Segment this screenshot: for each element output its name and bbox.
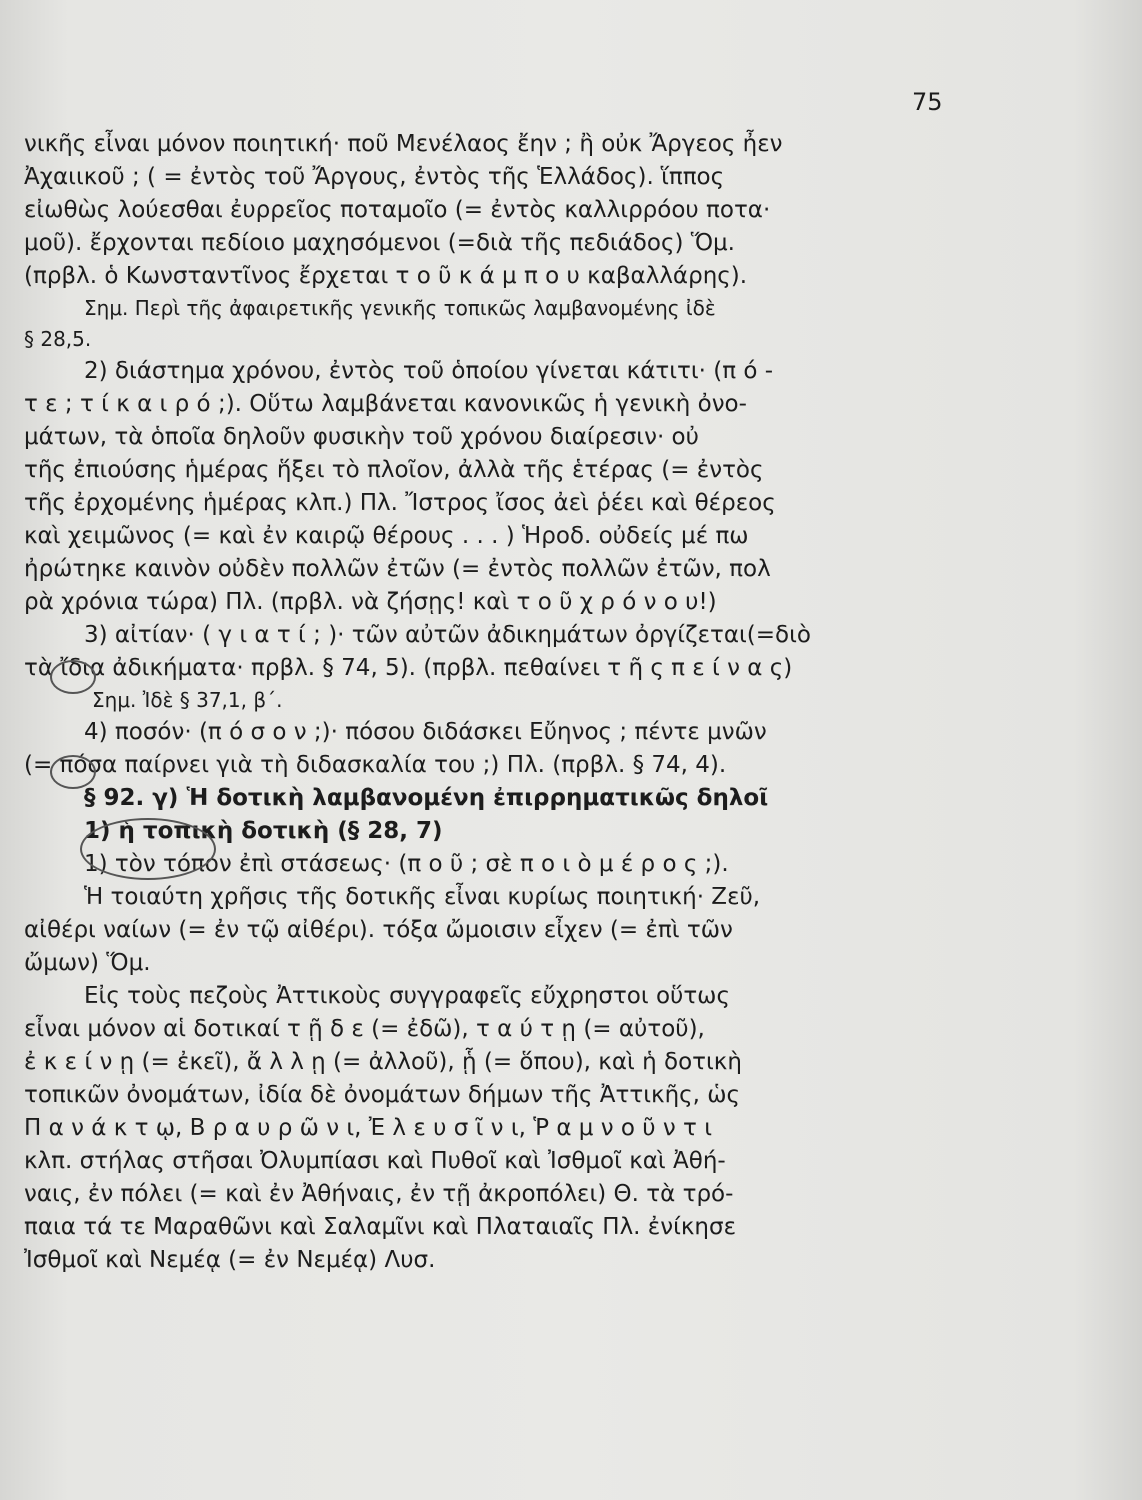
text-line: τοπικῶν ὀνομάτων, ἰδία δὲ ὀνομάτων δήμων τῆς Ἀττικῆς, ὡς bbox=[24, 1082, 741, 1108]
page-body bbox=[24, 128, 954, 1277]
text-line: (πρβλ. ὁ Κωνσταντῖνος ἔρχεται τ ο ῦ κ ά μ π ο υ καβαλλάρης). bbox=[24, 263, 748, 289]
text-line: μοῦ). ἔρχονται πεδίοιο μαχησόμενοι (=διὰ τῆς πεδιάδος) Ὅμ. bbox=[24, 230, 735, 256]
text-line: 4) ποσόν· (π ό σ ο ν ;)· πόσου διδάσκει Εὔηνος ; πέντε μνῶν bbox=[84, 719, 767, 745]
text-line: κλπ. στήλας στῆσαι Ὀλυμπίασι καὶ Πυθοῖ καὶ Ἰσθμοῖ καὶ Ἀθή- bbox=[24, 1148, 726, 1174]
text-line: καὶ χειμῶνος (= καὶ ἐν καιρῷ θέρους . . . ) Ἡροδ. οὐδείς μέ πω bbox=[24, 523, 749, 549]
text-line: § 92. γ) Ἡ δοτικὴ λαμβανομένη ἐπιρρηματικῶς δηλοῖ bbox=[84, 785, 769, 811]
text-line: Ἡ τοιαύτη χρῆσις τῆς δοτικῆς εἶναι κυρίως ποιητική· Ζεῦ, bbox=[84, 884, 761, 910]
text-line: 2) διάστημα χρόνου, ἐντὸς τοῦ ὁποίου γίνεται κάτιτι· (π ό - bbox=[84, 358, 774, 384]
page-number: 75 bbox=[912, 88, 943, 116]
text-line: μάτων, τὰ ὁποῖα δηλοῦν φυσικὴν τοῦ χρόνου διαίρεσιν· οὐ bbox=[24, 424, 699, 450]
text-line: νικῆς εἶναι μόνον ποιητική· ποῦ Μενέλαος ἔην ; ἢ οὐκ Ἄργεος ἦεν bbox=[24, 131, 783, 157]
text-line: 3) αἰτίαν· ( γ ι α τ ί ; )· τῶν αὐτῶν ἀδικημάτων ὀργίζεται(=διὸ bbox=[84, 622, 811, 648]
text-line: τὰ ἴδια ἀδικήματα· πρβλ. § 74, 5). (πρβλ. πεθαίνει τ ῆ ς π ε ί ν α ς) bbox=[24, 655, 793, 681]
text-line: ὤμων) Ὅμ. bbox=[24, 950, 151, 976]
text-line: τ ε ; τ ί κ α ι ρ ό ;). Οὕτω λαμβάνεται κανονικῶς ἡ γενικὴ ὀνο- bbox=[24, 391, 747, 417]
text-line: εἰωθὼς λούεσθαι ἐυρρεῖος ποταμοῖο (= ἐντὸς καλλιρρόου ποτα· bbox=[24, 197, 771, 223]
text-line: Ἰσθμοῖ καὶ Νεμέᾳ (= ἐν Νεμέᾳ) Λυσ. bbox=[24, 1247, 436, 1273]
text-line: § 28,5. bbox=[24, 327, 92, 351]
pen-circle-4 bbox=[50, 755, 96, 789]
text-line: (= πόσα παίρνει γιὰ τὴ διδασκαλία του ;) Πλ. (πρβλ. § 74, 4). bbox=[24, 752, 727, 778]
text-line: ἠρώτηκε καινὸν οὐδὲν πολλῶν ἐτῶν (= ἐντὸς πολλῶν ἐτῶν, πολ bbox=[24, 556, 771, 582]
text-line: τῆς ἐπιούσης ἡμέρας ἥξει τὸ πλοῖον, ἀλλὰ τῆς ἑτέρας (= ἐντὸς bbox=[24, 457, 764, 483]
text-line: ναις, ἐν πόλει (= καὶ ἐν Ἀθήναις, ἐν τῇ ἀκροπόλει) Θ. τὰ τρό- bbox=[24, 1181, 734, 1207]
pen-circle-92 bbox=[80, 818, 216, 880]
text-line: Σημ. Περὶ τῆς ἀφαιρετικῆς γενικῆς τοπικῶς λαμβανομένης ἰδὲ bbox=[84, 296, 716, 320]
pen-circle-3 bbox=[50, 660, 96, 694]
text-line: Σημ. Ἰδὲ § 37,1, β΄. bbox=[92, 688, 283, 712]
text-line: παια τά τε Μαραθῶνι καὶ Σαλαμῖνι καὶ Πλαταιαῖς Πλ. ἐνίκησε bbox=[24, 1214, 737, 1240]
text-line: ἐ κ ε ί ν ῃ (= ἐκεῖ), ἄ λ λ ῃ (= ἀλλοῦ), ᾗ (= ὅπου), καὶ ἡ δοτικὴ bbox=[24, 1049, 742, 1075]
text-line: 1) τὸν τόπον ἐπὶ στάσεως· (π ο ῦ ; σὲ π ο ι ὸ μ έ ρ ο ς ;). bbox=[84, 851, 729, 877]
text-line: Ἀχαιικοῦ ; ( = ἐντὸς τοῦ Ἄργους, ἐντὸς τῆς Ἑλλάδος). ἵππος bbox=[24, 164, 725, 190]
text-line: αἰθέρι ναίων (= ἐν τῷ αἰθέρι). τόξα ὤμοισιν εἶχεν (= ἐπὶ τῶν bbox=[24, 917, 733, 943]
text-line: Εἰς τοὺς πεζοὺς Ἀττικοὺς συγγραφεῖς εὔχρηστοι οὕτως bbox=[84, 983, 730, 1009]
text-line: 1) ἡ τοπικὴ δοτικὴ (§ 28, 7) bbox=[84, 818, 443, 844]
text-line: ρὰ χρόνια τώρα) Πλ. (πρβλ. νὰ ζήσῃς! καὶ τ ο ῦ χ ρ ό ν ο υ!) bbox=[24, 589, 717, 615]
text-line: τῆς ἐρχομένης ἡμέρας κλπ.) Πλ. Ἴστρος ἴσος ἀεὶ ῥέει καὶ θέρεος bbox=[24, 490, 776, 516]
text-line: Π α ν ά κ τ ῳ, Β ρ α υ ρ ῶ ν ι, Ἐ λ ε υ σ ῖ ν ι, Ῥ α μ ν ο ῦ ν τ ι bbox=[24, 1115, 712, 1141]
text-line: εἶναι μόνον αἱ δοτικαί τ ῇ δ ε (= ἐδῶ), τ α ύ τ ῃ (= αὐτοῦ), bbox=[24, 1016, 705, 1042]
